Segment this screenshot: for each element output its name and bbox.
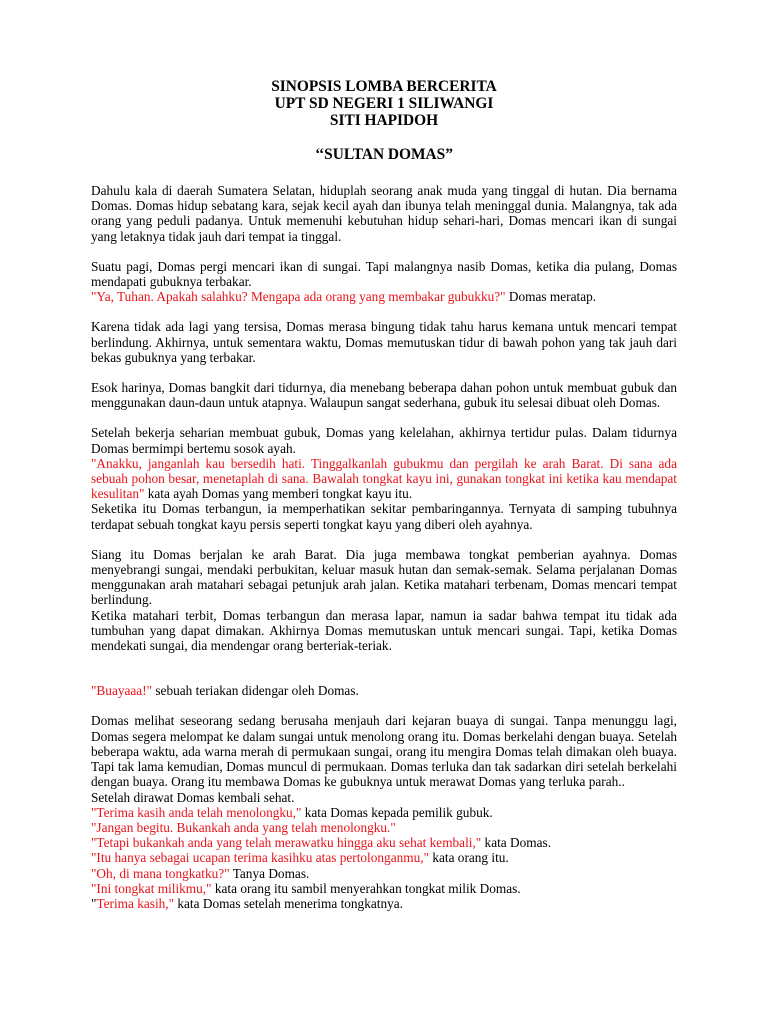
dialog-narration: kata ayah Domas yang memberi tongkat kayu itu.: [144, 486, 413, 502]
paragraph-8: Domas melihat seseorang sedang berusaha menjauh dari kejaran buaya di sungai. Tanpa menunggu lagi, Domas segera melompat ke dalam sungai untuk menolong orang itu. Domas berkelahi dengan buaya. Setelah beberapa waktu, ada warna merah di permukaan sungai, orang itu mengira Domas telah dimakan oleh buaya. Tapi tak lama kemudian, Domas muncul di permukaan. Domas terluka dan tak sadarkan diri setelah berkelahi dengan buaya. Orang itu membawa Domas ke gubuknya untuk merawat Domas yang terluka parah..: [91, 713, 677, 790]
dialog-line-3: [91, 835, 677, 850]
dialog-narration: Tanya Domas.: [229, 865, 310, 881]
dialog-line-2: [91, 820, 677, 835]
document-page: [91, 78, 677, 911]
open-quote: ": [91, 895, 97, 911]
paragraph-2: Suatu pagi, Domas pergi mencari ikan di sungai. Tapi malangnya nasib Domas, ketika dia pulang, Domas mendapati gubuknya terbakar.: [91, 258, 677, 290]
header-line-1: SINOPSIS LOMBA BERCERITA: [271, 78, 497, 95]
paragraph-2-dialog: [91, 289, 677, 304]
dialog-narration: Domas meratap.: [505, 289, 597, 305]
paragraph-5-dialog: [91, 456, 677, 502]
dialog-narration: kata orang itu.: [429, 850, 509, 866]
dialog-quote: "Buayaaa!": [91, 683, 153, 699]
paragraph-5: Setelah bekerja seharian membuat gubuk, Domas yang kelelahan, akhirnya tertidur pulas. Dalam tidurnya Domas bermimpi bertemu sosok ayah.: [91, 425, 677, 456]
dialog-narration: kata Domas.: [481, 835, 552, 851]
paragraph-5-continued: Seketika itu Domas terbangun, ia memperhatikan sekitar pembaringannya. Ternyata di samping tubuhnya terdapat sebuah tongkat kayu persis seperti tongkat kayu yang diberi oleh ayahnya.: [91, 501, 677, 532]
dialog-quote: "Anakku, janganlah kau bersedih hati. Tinggalkanlah gubukmu dan pergilah ke arah Barat. Di sana ada sebuah pohon besar, menetaplah di sana. Bawalah tongkat kayu ini, gunakan tongkat ini ketika kau mendapat kesulitan": [91, 455, 677, 502]
paragraph-6: Siang itu Domas berjalan ke arah Barat. Dia juga membawa tongkat pemberian ayahnya. Domas menyebrangi sungai, mendaki perbukitan, keluar masuk hutan dan semak-semak. Selama perjalanan Domas menggunakan arah matahari sebagai petunjuk arah jalan. Ketika matahari terbenam, Domas mencari tempat berlindung.: [91, 546, 677, 608]
dialog-quote: "Itu hanya sebagai ucapan terima kasihku atas pertolonganmu,": [91, 850, 429, 866]
dialog-line-1: [91, 805, 677, 820]
paragraph-7: [91, 683, 677, 698]
paragraph-3: Karena tidak ada lagi yang tersisa, Domas merasa bingung tidak tahu harus kemana untuk mencari tempat berlindung. Akhirnya, untuk sementara waktu, Domas memutuskan tidur di bawah pohon yang tak jauh dari bekas gubuknya yang terbakar.: [91, 319, 677, 365]
paragraph-6-continued: Ketika matahari terbit, Domas terbangun dan merasa lapar, namun ia sadar bahwa tempat itu tidak ada tumbuhan yang dapat dimakan. Akhirnya Domas memutuskan untuk mencari sungai. Tapi, ketika Domas mendekati sungai, dia mendengar orang berteriak-teriak.: [91, 607, 677, 654]
dialog-line-4: [91, 850, 677, 865]
paragraph-8-continued: Setelah dirawat Domas kembali sehat.: [91, 789, 295, 805]
dialog-quote: "Oh, di mana tongkatku?": [91, 865, 230, 881]
header-line-3: SITI HAPIDOH: [329, 112, 439, 129]
dialog-quote: "Jangan begitu. Bukankah anda yang telah menolongku.": [91, 819, 396, 835]
dialog-quote: "Tetapi bukankah anda yang telah merawatku hingga aku sehat kembali,": [91, 835, 482, 851]
dialog-narration: kata Domas setelah menerima tongkatnya.: [174, 895, 403, 911]
dialog-line-7: [91, 896, 677, 911]
dialog-quote: "Terima kasih anda telah menolongku,": [91, 804, 302, 820]
dialog-narration: sebuah teriakan didengar oleh Domas.: [152, 683, 359, 699]
paragraph-4: Esok harinya, Domas bangkit dari tidurnya, dia menebang beberapa dahan pohon untuk membuat gubuk dan menggunakan daun-daun untuk atapnya. Walaupun sangat sederhana, gubuk itu selesai dibuat oleh Domas.: [91, 380, 677, 411]
dialog-narration: kata Domas kepada pemilik gubuk.: [301, 804, 493, 820]
header-line-2: UPT SD NEGERI 1 SILIWANGI: [274, 95, 494, 112]
dialog-quote: Terima kasih,": [96, 895, 175, 911]
dialog-quote: "Ya, Tuhan. Apakah salahku? Mengapa ada orang yang membakar gubukku?": [91, 289, 506, 305]
paragraph-1: Dahulu kala di daerah Sumatera Selatan, hiduplah seorang anak muda yang tinggal di hutan. Dia bernama Domas. Domas hidup sebatang kara, sejak kecil ayah dan ibunya telah meninggal dunia. Malangnya, tak ada orang yang peduli padanya. Untuk memenuhi kebutuhan hidup sehari-hari, Domas mencari ikan di sungai yang letaknya tidak jauh dari tempat ia tinggal.: [91, 183, 677, 244]
dialog-quote: "Ini tongkat milikmu,": [91, 880, 212, 896]
dialog-line-5: [91, 866, 677, 881]
story-title: ‘‘SULTAN DOMAS”: [315, 146, 453, 163]
dialog-narration: kata orang itu sambil menyerahkan tongkat milik Domas.: [211, 880, 521, 896]
dialog-line-6: [91, 881, 677, 896]
